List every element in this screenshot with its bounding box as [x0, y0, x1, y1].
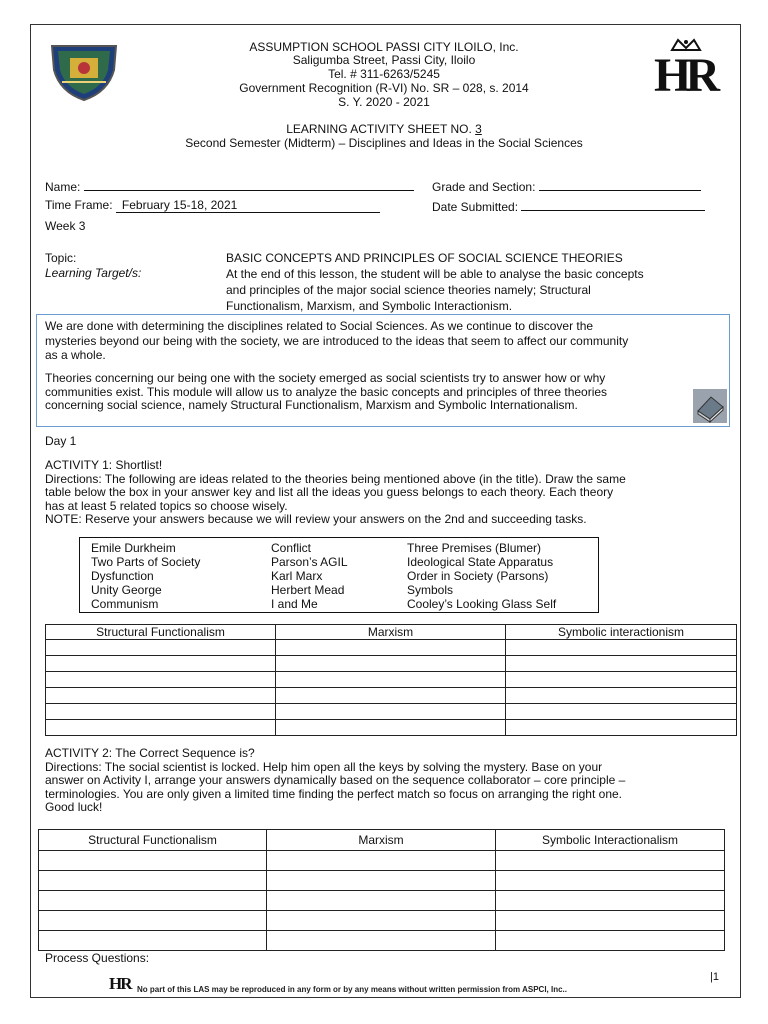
footer-monogram-logo: HR — [109, 974, 131, 993]
activity2-directions-line: Directions: The social scientist is locked. Help him open all the keys by solving the mystery. Base on your — [45, 759, 603, 774]
table-row — [39, 911, 725, 931]
table-row — [39, 851, 725, 871]
table-row — [39, 891, 725, 911]
page-number: |1 — [710, 971, 719, 983]
concept-item: Dysfunction — [91, 569, 154, 583]
answer-cell[interactable] — [496, 851, 725, 871]
topic-label: Topic: — [45, 251, 77, 265]
grade-section-input-line[interactable] — [539, 178, 701, 191]
learning-target-text — [226, 266, 644, 314]
concept-item: Three Premises (Blumer) — [407, 541, 542, 555]
sheet-subtitle: Second Semester (Midterm) – Disciplines and Ideas in the Social Sciences — [185, 136, 583, 150]
answer-cell[interactable] — [46, 720, 276, 736]
answer-cell[interactable] — [46, 656, 276, 672]
date-submitted-label: Date Submitted: — [432, 200, 519, 214]
book-icon — [693, 389, 727, 423]
time-frame-label: Time Frame: — [45, 198, 113, 212]
date-submitted-input-line[interactable] — [521, 198, 705, 211]
answer-cell[interactable] — [276, 640, 506, 656]
table-header: Symbolic Interactionalism — [496, 830, 725, 851]
concept-item: Karl Marx — [271, 569, 323, 583]
table-header: Structural Functionalism — [39, 830, 267, 851]
time-frame-field — [45, 198, 380, 213]
answer-cell[interactable] — [267, 851, 496, 871]
answer-cell[interactable] — [276, 688, 506, 704]
answer-cell[interactable] — [46, 688, 276, 704]
answer-cell[interactable] — [46, 704, 276, 720]
answer-cell[interactable] — [496, 871, 725, 891]
concept-item: Herbert Mead — [271, 583, 345, 597]
sheet-title-prefix: LEARNING ACTIVITY SHEET NO. — [286, 122, 476, 136]
answer-cell[interactable] — [276, 672, 506, 688]
concept-item: Emile Durkheim — [91, 541, 176, 555]
answer-cell[interactable] — [276, 720, 506, 736]
answer-cell[interactable] — [496, 931, 725, 951]
name-label: Name: — [45, 180, 81, 194]
answer-cell[interactable] — [496, 891, 725, 911]
copyright-notice: No part of this LAS may be reproduced in any form or by any means without written permission from ASPCI, Inc.. — [137, 985, 567, 994]
grade-section-field[interactable] — [432, 178, 701, 194]
activity2-directions-line: Good luck! — [45, 800, 103, 815]
answer-cell[interactable] — [276, 704, 506, 720]
table-row — [46, 656, 737, 672]
answer-cell[interactable] — [46, 640, 276, 656]
table-row — [46, 704, 737, 720]
activity1-directions-line: has at least 5 related topics so choose wisely. — [45, 498, 288, 513]
table-row — [46, 720, 737, 736]
activity1-note: NOTE: Reserve your answers because we will review your answers on the 2nd and succeeding tasks. — [45, 512, 587, 527]
activity1-answer-table — [45, 624, 737, 736]
concept-column-1 — [91, 541, 200, 611]
answer-cell[interactable] — [39, 871, 267, 891]
intro-paragraph-1 — [45, 319, 628, 363]
concept-item: I and Me — [271, 597, 318, 611]
concept-item: Parson’s AGIL — [271, 555, 348, 569]
answer-cell[interactable] — [506, 672, 737, 688]
grade-section-label: Grade and Section: — [432, 180, 536, 194]
answer-cell[interactable] — [506, 640, 737, 656]
table-header: Marxism — [276, 625, 506, 640]
activity2-block — [45, 747, 625, 815]
process-questions-label: Process Questions: — [45, 951, 150, 965]
learning-target-label: Learning Target/s: — [45, 266, 142, 280]
answer-cell[interactable] — [496, 911, 725, 931]
concept-item: Communism — [91, 597, 159, 611]
intro-line: as a whole. — [45, 348, 106, 363]
answer-cell[interactable] — [39, 911, 267, 931]
concept-item: Order in Society (Parsons) — [407, 569, 549, 583]
table-header-row — [39, 830, 725, 851]
table-header: Structural Functionalism — [46, 625, 276, 640]
concept-item: Conflict — [271, 541, 312, 555]
table-header: Symbolic interactionism — [506, 625, 737, 640]
activity1-title: ACTIVITY 1: Shortlist! — [45, 458, 163, 472]
week-label: Week 3 — [45, 219, 86, 233]
topic-value: BASIC CONCEPTS AND PRINCIPLES OF SOCIAL SCIENCE THEORIES — [226, 251, 623, 265]
answer-cell[interactable] — [267, 911, 496, 931]
answer-cell[interactable] — [267, 871, 496, 891]
table-row — [46, 672, 737, 688]
intro-line: concerning social science, namely Structural Functionalism, Marxism and Symbolic Internationalism. — [45, 398, 578, 413]
answer-cell[interactable] — [506, 720, 737, 736]
school-year: S. Y. 2020 - 2021 — [338, 95, 430, 109]
learning-target-line: At the end of this lesson, the student will be able to analyse the basic concepts — [226, 267, 644, 281]
activity2-title: ACTIVITY 2: The Correct Sequence is? — [45, 746, 255, 760]
answer-cell[interactable] — [267, 891, 496, 911]
answer-cell[interactable] — [506, 688, 737, 704]
concept-item: Unity George — [91, 583, 162, 597]
intro-line: mysteries beyond our being with the society, we are introduced to the ideas that seem to affect our community — [45, 333, 629, 348]
activity2-answer-table — [38, 829, 725, 951]
date-submitted-field[interactable] — [432, 198, 705, 214]
activity2-directions-line: answer on Activity I, arrange your answers dynamically based on the sequence collaborator – core principle – — [45, 773, 626, 788]
day-label: Day 1 — [45, 434, 77, 448]
table-row — [46, 688, 737, 704]
government-recognition: Government Recognition (R-VI) No. SR – 028, s. 2014 — [239, 81, 529, 95]
table-header: Marxism — [267, 830, 496, 851]
table-row — [39, 871, 725, 891]
answer-cell[interactable] — [506, 704, 737, 720]
answer-cell[interactable] — [506, 656, 737, 672]
learning-target-line: and principles of the major social science theories namely; Structural — [226, 283, 591, 297]
answer-cell[interactable] — [276, 656, 506, 672]
concept-item: Symbols — [407, 583, 454, 597]
answer-cell[interactable] — [39, 891, 267, 911]
school-address: Saligumba Street, Passi City, Iloilo — [292, 53, 476, 67]
answer-cell[interactable] — [267, 931, 496, 951]
time-frame-value: February 15-18, 2021 — [116, 198, 380, 213]
name-input-line[interactable] — [84, 178, 414, 191]
intro-line: We are done with determining the disciplines related to Social Sciences. As we continue to discover the — [45, 319, 594, 333]
activity1-directions-line: Directions: The following are ideas related to the theories being mentioned above (in the title). Draw the same — [45, 471, 626, 486]
school-seal-icon — [48, 40, 120, 102]
answer-cell[interactable] — [39, 931, 267, 951]
concept-item: Cooley’s Looking Glass Self — [407, 597, 557, 611]
answer-cell[interactable] — [39, 851, 267, 871]
monogram-text: HR — [654, 49, 714, 102]
learning-target-line: Functionalism, Marxism, and Symbolic Interactionism. — [226, 299, 513, 313]
concept-column-3 — [407, 541, 556, 611]
intro-paragraph-2 — [45, 372, 607, 413]
sheet-title — [150, 122, 618, 136]
answer-cell[interactable] — [46, 672, 276, 688]
school-monogram-logo — [648, 36, 724, 106]
intro-line: Theories concerning our being one with the society emerged as social scientists try to answer how or why — [45, 371, 606, 385]
table-header-row — [46, 625, 737, 640]
sheet-number: 3 — [475, 122, 482, 136]
activity2-directions-line: terminologies. You are only given a limited time finding the perfect match so focus on arranging the right one. — [45, 786, 623, 801]
activity1-block — [45, 459, 626, 527]
concept-item: Two Parts of Society — [91, 555, 201, 569]
school-tel: Tel. # 311-6263/5245 — [328, 67, 440, 81]
concept-item: Ideological State Apparatus — [407, 555, 554, 569]
concept-column-2 — [271, 541, 348, 611]
name-field[interactable] — [45, 178, 414, 194]
table-row — [39, 931, 725, 951]
table-row — [46, 640, 737, 656]
activity1-directions-line: table below the box in your answer key and list all the ideas you guess belongs to each theory. Each theory — [45, 485, 614, 500]
school-name: ASSUMPTION SCHOOL PASSI CITY ILOILO, Inc. — [249, 40, 519, 54]
concept-word-box — [79, 537, 599, 613]
intro-line: communities exist. This module will allow us to analyze the basic concepts and principles of three theories — [45, 384, 608, 399]
